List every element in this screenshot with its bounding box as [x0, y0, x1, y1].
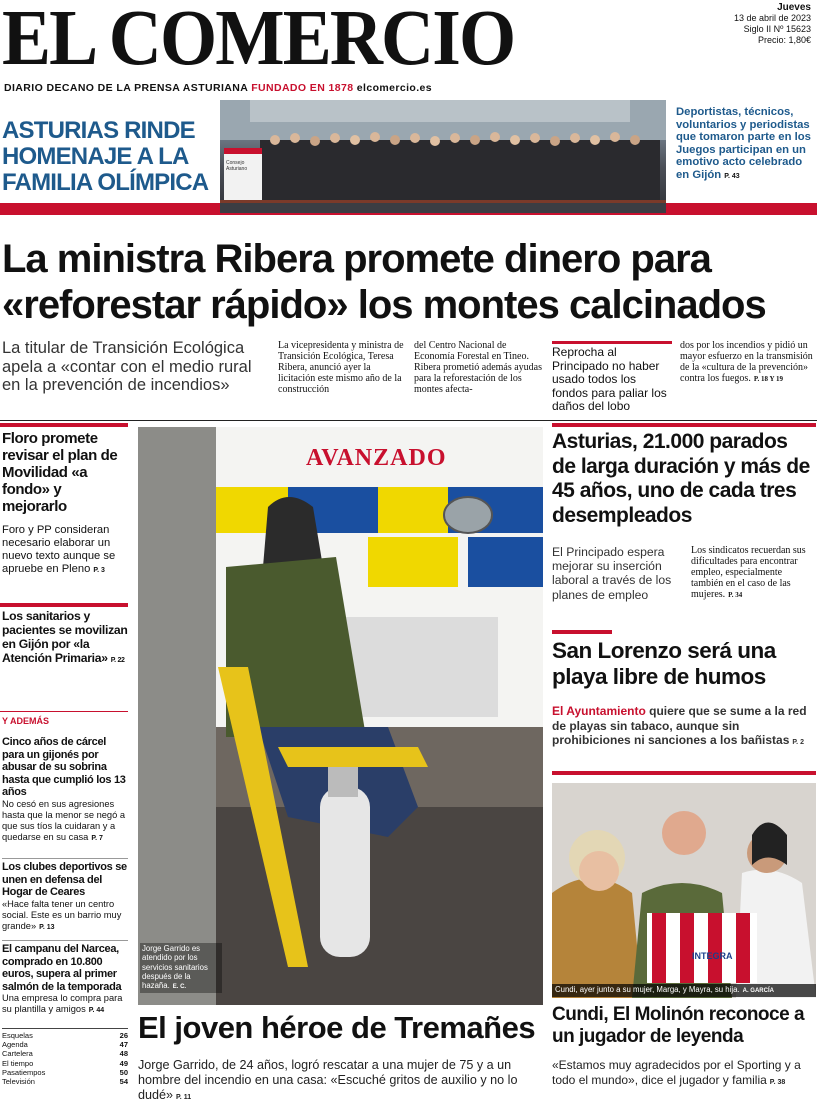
lead-divider — [0, 420, 817, 421]
left-red-tab-1 — [0, 423, 128, 427]
right-story1-headline: Asturias, 21.000 parados de larga duración y más de 45 años, uno de cada tres desempleados — [552, 430, 810, 527]
index-name: Cartelera — [2, 1049, 33, 1059]
left-brief-3-body — [2, 993, 128, 1016]
left-brief-2-page: P. 13 — [39, 923, 55, 931]
right-story2-text: quiere que se sume a la red de playas sin tabaco, aunque sin prohibiciones ni sanciones a los bañistas — [552, 704, 807, 747]
masthead-site: elcomercio.es — [356, 82, 433, 94]
also-label: Y ADEMÁS — [2, 716, 50, 726]
left-brief-3-page: P. 44 — [88, 1007, 105, 1014]
left-story1-page: P. 3 — [93, 567, 105, 574]
index-name: Agenda — [2, 1040, 28, 1050]
masthead-date: 13 de abril de 2023 — [733, 13, 811, 23]
left-brief-2 — [2, 858, 128, 933]
left-brief-3-text: Una empresa lo compra para su plantilla y amigos — [2, 993, 123, 1014]
banner-text: Deportistas, técnicos, voluntarios y periodistas que tomaron parte en los Juegos participan en un emotivo acto celebrado en Gijón — [676, 106, 811, 181]
also-label-rule — [0, 711, 128, 712]
lead-headline — [2, 236, 814, 328]
banner-red-rule-gap — [220, 203, 666, 213]
right-story2-lead: El Ayuntamiento — [552, 704, 646, 718]
index-page: 47 — [119, 1040, 128, 1050]
lead-col1: La vicepresidenta y ministra de Transición Ecológica, Teresa Ribera, anunció ayer la licitación este mismo año de la construcción — [278, 340, 404, 395]
hero-caption-box — [140, 943, 222, 993]
left-story2-headline: Los sanitarios y pacientes se movilizan en Gijón por «la Atención Primaria» — [2, 609, 128, 665]
left-story2-page: P. 22 — [110, 657, 125, 664]
right-story3-text: «Estamos muy agradecidos por el Sporting y a todo el mundo», dice el jugador y familia — [552, 1058, 801, 1087]
banner-headline: ASTURIAS RINDE HOMENAJE A LA FAMILIA OLÍMPICA — [2, 117, 209, 196]
hero-text: Jorge Garrido, de 24 años, logró rescatar a una mujer de 75 y a un hombre del incendio en una casa: «Escuché gritos de auxilio y no lo dudé» — [138, 1058, 518, 1102]
hero-text-box — [138, 1058, 542, 1105]
right-story1-page: P. 34 — [728, 591, 743, 599]
lead-headline-line2: «reforestar rápido» los montes calcinados — [2, 283, 766, 327]
index-page: 26 — [119, 1031, 128, 1040]
right-story3-headline: Cundi, El Molinón reconoce a un jugador de leyenda — [552, 1004, 805, 1047]
index-page: 54 — [119, 1077, 128, 1087]
hero-caption-credit: E. C. — [172, 984, 187, 991]
left-brief-3-head: El campanu del Narcea, comprado en 10.800 euros, supera al primer salmón de la temporada — [2, 943, 122, 993]
lead-headline-line1: La ministra Ribera promete dinero para — [2, 237, 711, 281]
index-page: 49 — [119, 1058, 128, 1068]
left-story1-text: Foro y PP consideran necesario elaborar un nuevo texto aunque se apruebe en Pleno — [2, 524, 116, 575]
ambulance-text: AVANZADO — [306, 445, 447, 471]
left-brief-1-text: No cesó en sus agresiones hasta que la menor se negó a que sus tíos la cuidaran y a quedarse en su casa — [2, 798, 126, 842]
banner-text-box — [676, 106, 814, 183]
group-photo — [220, 100, 666, 212]
right-red-tab-2 — [552, 630, 612, 634]
masthead-price: Precio: 1,80€ — [757, 35, 811, 45]
masthead-meta — [701, 2, 811, 46]
right-story2-headline: San Lorenzo será una playa libre de humos — [552, 638, 776, 689]
left-brief-1-page: P. 7 — [91, 834, 103, 842]
index-name: Televisión — [2, 1077, 35, 1087]
left-brief-2-text: «Hace falta tener un centro social. Este es un barrio muy grande» — [2, 898, 122, 931]
masthead-day: Jueves — [777, 2, 811, 13]
index-name: Esquelas — [2, 1031, 33, 1040]
lead-box — [552, 341, 672, 414]
cundi-photo-art — [552, 783, 816, 998]
right-story3-text-box — [552, 1058, 816, 1090]
cundi-caption-box — [552, 984, 816, 997]
left-story1-headline: Floro promete revisar el plan de Movilidad «a fondo» y mejorarlo — [2, 430, 118, 515]
right-red-tab-1 — [552, 423, 816, 427]
masthead-founded: FUNDADO EN 1878 — [251, 82, 354, 94]
hero-photo-art — [138, 427, 543, 1005]
left-brief-1-body — [2, 799, 128, 844]
index-name: Pasatiempos — [2, 1067, 46, 1077]
hero-headline: El joven héroe de Tremañes — [138, 1010, 536, 1045]
shirt-text: INTEGRA — [692, 951, 733, 961]
lead-box-text: Reprocha al Principado no haber usado todos los fondos para paliar los daños del lobo — [552, 345, 667, 413]
masthead-title: EL COMERCIO — [2, 0, 515, 82]
right-story1-left: El Principado espera mejorar su inserción laboral a través de los planes de empleo — [552, 545, 672, 602]
banner-photo-label: Consejo Asturiano — [226, 160, 248, 172]
right-red-tab-3 — [552, 771, 816, 775]
cundi-photo — [552, 783, 816, 998]
right-story1-right: Los sindicatos recuerdan sus dificultades para encontrar empleo, especialmente también en el caso de las mujeres. — [691, 545, 806, 600]
left-story2-box — [2, 609, 128, 668]
cundi-credit: A. GARCÍA — [742, 988, 774, 994]
index-page: 48 — [119, 1049, 128, 1059]
banner-photo — [220, 100, 666, 212]
index-row — [2, 1068, 128, 1077]
right-story3-page: P. 38 — [769, 1079, 786, 1086]
lead-col3: dos por los incendios y pidió un mayor esfuerzo en la transmisión de la «cultura de la prevención» contra los fuegos. — [680, 340, 813, 384]
left-brief-3 — [2, 940, 128, 1016]
left-red-tab-2 — [0, 603, 128, 607]
masthead-tagline-row — [4, 82, 432, 94]
lead-col3-box — [680, 340, 814, 385]
lead-subhead: La titular de Transición Ecológica apela a «contar con el medio rural en la prevención de incendios» — [2, 339, 252, 394]
lead-col3-page: P. 18 Y 19 — [753, 375, 783, 383]
banner-page: P. 43 — [724, 172, 740, 180]
left-brief-2-head: Los clubes deportivos se unen en defensa del Hogar de Ceares — [2, 861, 127, 898]
index-row — [2, 1031, 128, 1040]
right-story2-page: P. 2 — [792, 739, 804, 746]
index-row — [2, 1059, 128, 1068]
left-brief-1-head: Cinco años de cárcel para un gijonés por abusar de su sobrina hasta que cumplió los 13 años — [2, 736, 126, 798]
left-brief-1 — [2, 736, 128, 844]
index-page: 50 — [119, 1067, 128, 1077]
masthead-issue: Siglo II Nº 15623 — [743, 24, 811, 34]
index-row — [2, 1040, 128, 1049]
right-story2-text-box — [552, 704, 816, 751]
index-name: El tiempo — [2, 1058, 34, 1068]
right-story1-right-box — [691, 545, 815, 601]
masthead-tagline: DIARIO DECANO DE LA PRENSA ASTURIANA — [4, 82, 248, 94]
index-row — [2, 1049, 128, 1058]
index-box — [2, 1028, 128, 1086]
index-row — [2, 1077, 128, 1086]
hero-page: P. 11 — [176, 1094, 192, 1101]
hero-caption: Jorge Garrido es atendido por los servicios sanitarios después de la hazaña. — [142, 944, 208, 991]
hero-photo — [138, 427, 543, 1005]
cundi-caption: Cundi, ayer junto a su mujer, Marga, y Mayra, su hija. — [555, 985, 740, 994]
left-brief-2-body — [2, 899, 128, 933]
lead-col2: del Centro Nacional de Economía Forestal en Tineo. Ribera prometió además ayudas para la reforestación de los montes afecta- — [414, 340, 543, 395]
left-story1-text-box — [2, 524, 128, 577]
